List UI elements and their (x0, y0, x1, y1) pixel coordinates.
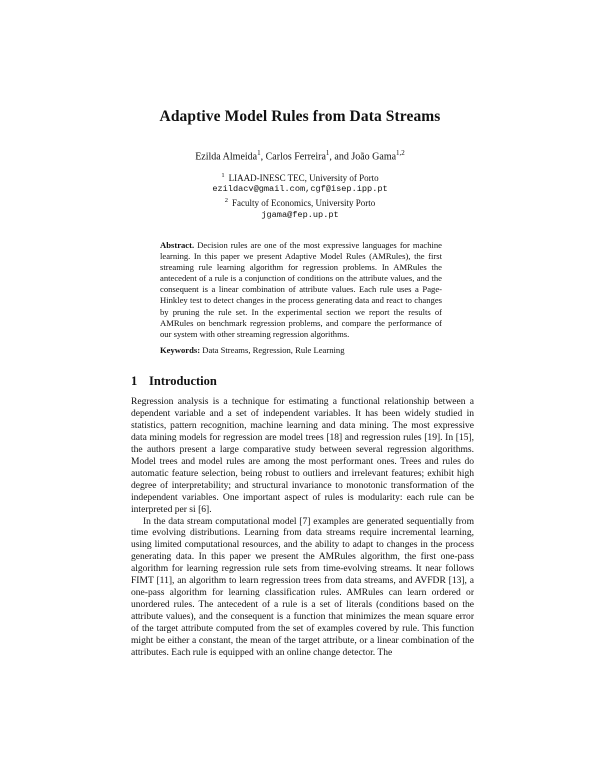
affiliation-line (0, 195, 600, 209)
keywords-text: Data Streams, Regression, Rule Learning (202, 345, 345, 355)
author-name: and João Gama (334, 151, 397, 163)
paragraph: In the data stream computational model [7] examples are generated sequentially from time evolving distributions. Learning from data streams require incremental learning, using limited computational resources, and the ability to adapt to changes in the process generating data. In this paper we present the AMRules algorithm, the first one-pass algorithm for learning regression rule sets from time-evolving streams. It near follows FIMT [11], an algorithm to learn regression trees from data streams, and AVFDR [13], a one-pass algorithm for learning classification rules. AMRules can learn ordered or unordered rules. The antecedent of a rule is a set of literals (conditions based on the attribute values), and the consequent is a function that minimizes the mean square error of the target attribute computed from the set of examples covered by rule. This function might be either a constant, the mean of the target attribute, or a linear combination of the attributes. Each rule is equipped with an online change detector. The (131, 515, 474, 659)
section-number: 1 (131, 374, 138, 388)
abstract-text: Decision rules are one of the most expressive languages for machine learning. In this paper we present Adaptive Model Rules (AMRules), the first streaming rule learning algorithm for regression problems. In AMRules the antecedent of a rule is a conjunction of conditions on the attribute values, and the consequent is a linear combination of attribute values. Each rule uses a Page-Hinkley test to detect changes in the process generating data and react to changes by pruning the rule set. In the experimental section we report the results of AMRules on benchmark regression problems, and compare the performance of our system with other streaming regression algorithms. (160, 240, 442, 339)
author-name: Ezilda Almeida (195, 151, 258, 163)
author-affil-mark: 1,2 (396, 149, 405, 157)
affil-mark: 2 (224, 197, 228, 205)
author-list (0, 149, 600, 162)
affil-email: jgama@fep.up.pt (261, 209, 339, 220)
author-affil-mark: 1 (325, 149, 330, 157)
author-separator: , (260, 151, 266, 163)
affil-mark: 1 (221, 172, 225, 179)
section-title: Introduction (149, 374, 217, 388)
affil-email: ezildacv@gmail.com,cgf@isep.ipp.pt (212, 184, 388, 195)
affil-text: LIAAD-INESC TEC, University of Porto (228, 173, 379, 183)
body-text (131, 396, 474, 659)
author-affil-mark: 1 (257, 149, 261, 157)
keywords-label: Keywords: (160, 345, 201, 355)
abstract-label: Abstract. (160, 240, 195, 250)
author-separator: , (329, 151, 335, 163)
affiliation-line (0, 170, 600, 184)
author-name: Carlos Ferreira (265, 151, 326, 163)
paper-title: Adaptive Model Rules from Data Streams (159, 108, 441, 125)
abstract (160, 240, 442, 340)
section-heading (131, 374, 217, 389)
keywords (160, 345, 442, 355)
affil-text: Faculty of Economics, University Porto (232, 198, 376, 209)
affiliations (0, 170, 600, 221)
paragraph: Regression analysis is a technique for estimating a functional relationship between a dependent variable and a set of independent variables. It has been widely studied in statistics, pattern recognition, machine learning and data mining. The most expressive data mining models for regression are model trees [18] and regression rules [19]. In [15], the authors present a large comparative study between several regression algorithms. Model trees and model rules are among the most performant ones. Trees and rules do automatic feature selection, being robust to outliers and irrelevant features; exhibit high degree of interpretability; and structural invariance to monotonic transformation of the independent variables. One important aspect of rules is modularity: each rule can be interpreted per si [6]. (131, 396, 474, 515)
